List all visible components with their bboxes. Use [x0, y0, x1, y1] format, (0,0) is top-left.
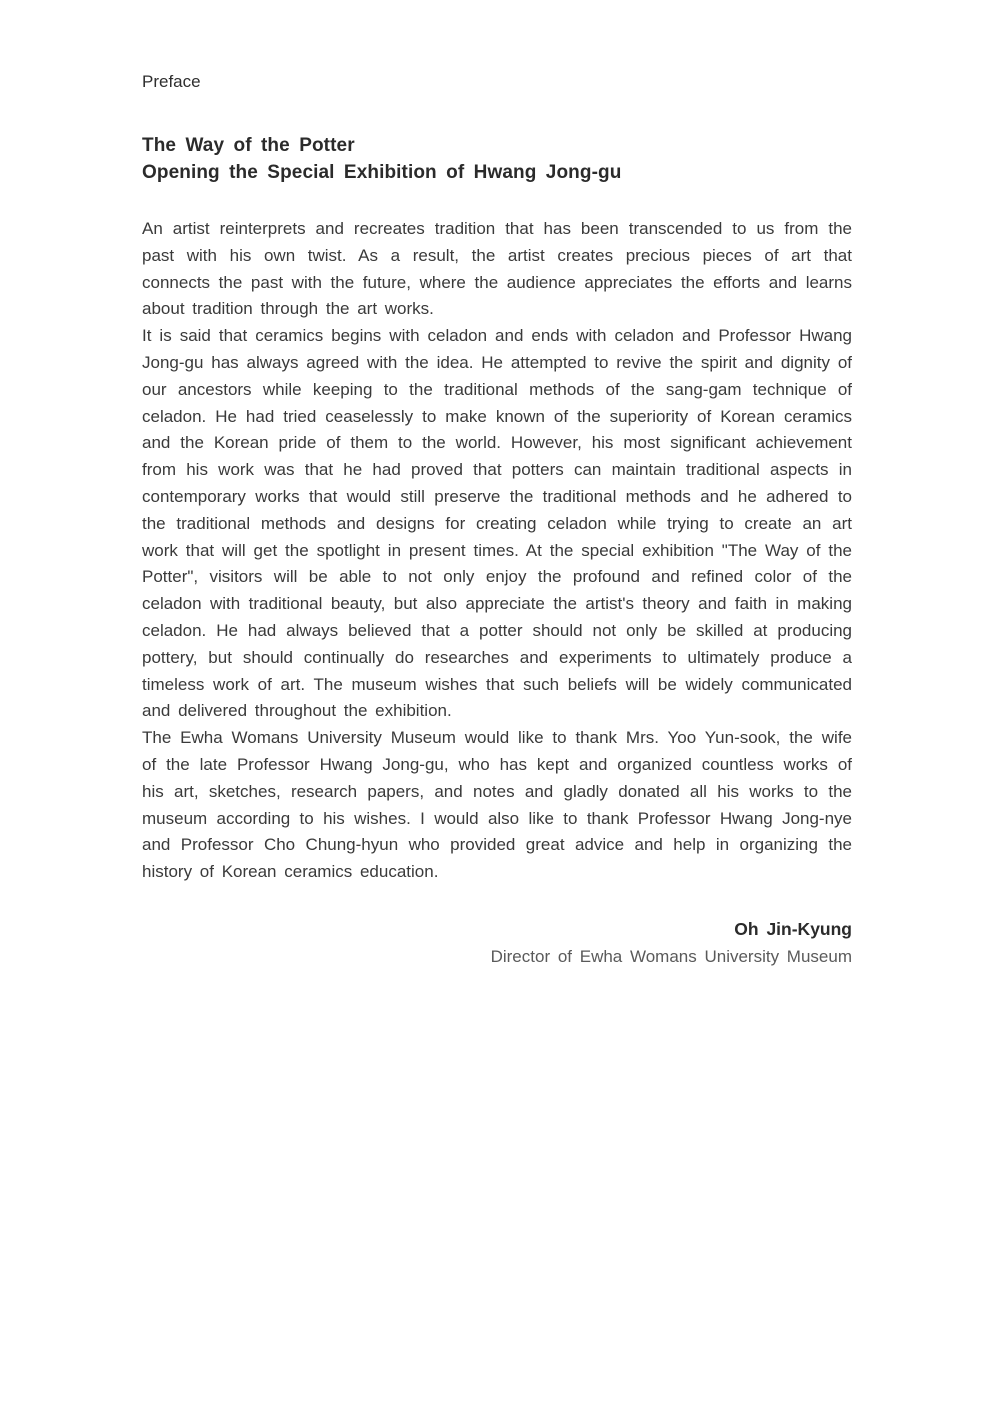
body-text — [142, 216, 852, 886]
signature-name: Oh Jin-Kyung — [734, 918, 852, 939]
signature-role: Director of Ewha Womans University Museum — [490, 946, 852, 966]
signature-block — [142, 916, 852, 970]
document-title — [142, 132, 852, 186]
paragraph-1: An artist reinterprets and recreates tradition that has been transcended to us from the past with his own twist. As a result, the artist creates precious pieces of art that connects the past with the future, where the audience appreciates the efforts and learns about tradition through the art works. — [142, 219, 852, 319]
preface-label: Preface — [142, 72, 201, 91]
paragraph-2: It is said that ceramics begins with celadon and ends with celadon and Professor Hwang Jong-gu has always agreed with the idea. He attempted to revive the spirit and dignity of our ancestors while keeping to the traditional methods of the sang-gam technique of celadon. He had tried ceaselessly to make known of the superiority of Korean ceramics and the Korean pride of them to the world. However, his most significant achievement from his work was that he had proved that potters can maintain traditional aspects in contemporary works that would still preserve the traditional methods and he adhered to the traditional methods and designs for creating celadon while trying to create an art work that will get the spotlight in present times. At the special exhibition "The Way of the Potter", visitors will be able to not only enjoy the profound and refined color of the celadon with traditional beauty, but also appreciate the artist's theory and faith in making celadon. He had always believed that a potter should not only be skilled at producing pottery, but should continually do researches and experiments to ultimately produce a timeless work of art. The museum wishes that such beliefs will be widely communicated and delivered throughout the exhibition. — [142, 326, 852, 721]
title-line-1: The Way of the Potter — [142, 135, 355, 156]
paragraph-3: The Ewha Womans University Museum would like to thank Mrs. Yoo Yun-sook, the wife of the late Professor Hwang Jong-gu, who has kept and organized countless works of his art, sketches, research papers, and notes and gladly donated all his works to the museum according to his wishes. I would also like to thank Professor Hwang Jong-nye and Professor Cho Chung-hyun who provided great advice and help in organizing the history of Korean ceramics education. — [142, 728, 852, 882]
title-line-2: Opening the Special Exhibition of Hwang Jong-gu — [142, 162, 622, 183]
